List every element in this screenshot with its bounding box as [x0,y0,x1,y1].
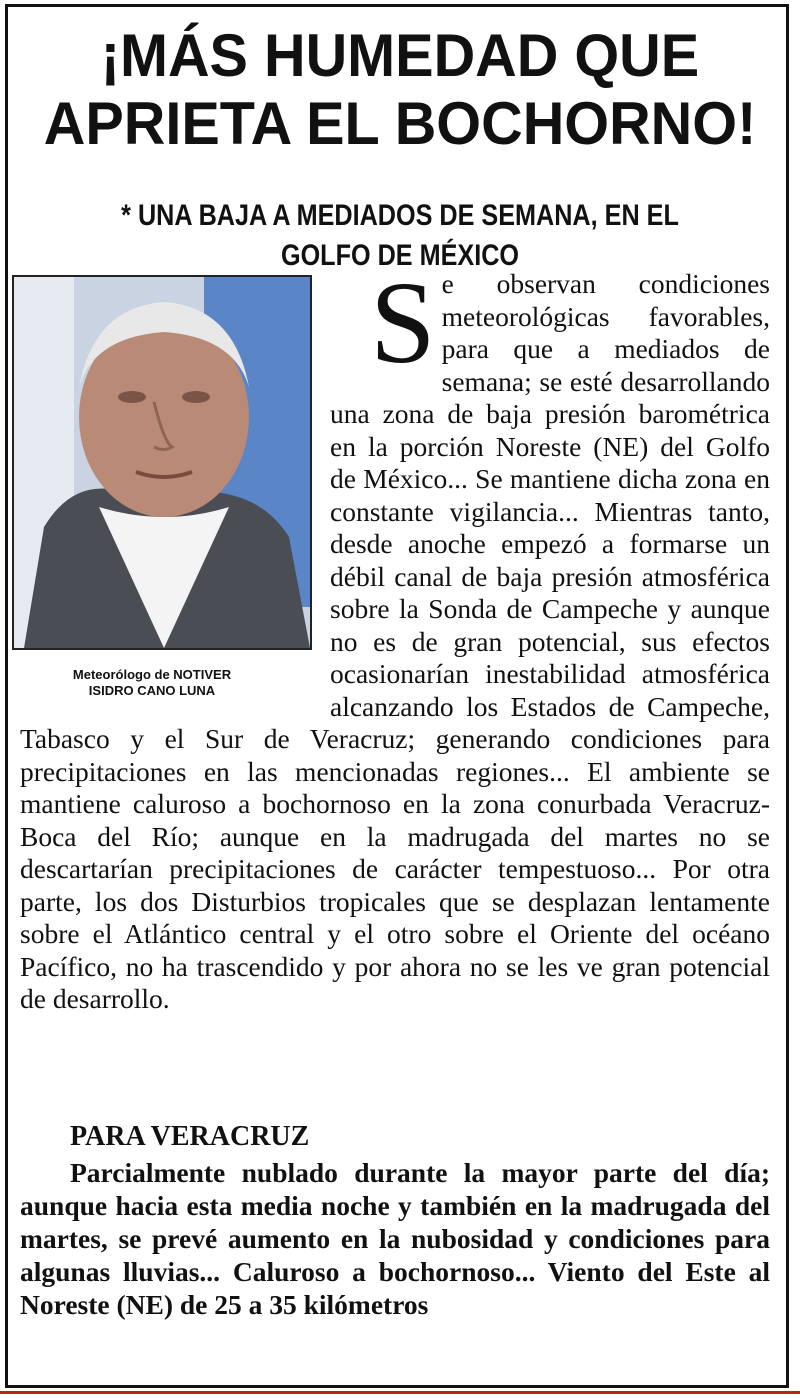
forecast-section [20,1120,770,1321]
article-body [20,257,770,1016]
forecast-title: PARA VERACRUZ [70,1121,310,1152]
drop-cap: S [370,257,436,388]
headline: ¡MÁS HUMEDAD QUE APRIETA EL BOCHORNO! [43,22,757,157]
caption-line-1: Meteorólogo de NOTIVER [72,667,232,682]
forecast-text: Parcialmente nublado durante la mayor parte del día; aunque hacia esta media noche y también en la madrugada del martes, se prevé aumento en la nubosidad y condiciones para algunas lluvias... Caluroso a bochornoso... Viento del Este al Noreste (NE) de 25 a 35 kilómetros [20,1157,770,1320]
photo-spacer [20,268,330,698]
bottom-rule [0,1391,800,1394]
subheadline: * UNA BAJA A MEDIADOS DE SEMANA, EN EL GOLFO DE MÉXICO [121,199,679,272]
article-text: e observan condiciones meteorológicas favorables, para que a mediados de semana; se esté desarrollando una zona de baja presión barométrica en la porción Noreste (NE) del Golfo de México... Se mantiene dicha zona en constante vigilancia... Mientras tanto, desde anoche empezó a formarse un débil canal de baja presión atmosférica sobre la Sonda de Campeche y aunque no es de gran potencial, sus efectos ocasionarían inestabilidad atmosférica alcanzando los Estados de Campeche, Tabasco y el Sur de Veracruz; generando condiciones para precipitaciones en las mencionadas regiones... El ambiente se mantiene caluroso a bochornoso en la zona conurbada Veracruz-Boca del Río; aunque en la madrugada del martes no se descartarían precipitaciones de carácter tempestuoso... Por otra parte, los dos Disturbios tropicales que se desplazan lentamente sobre el Atlántico central y el otro sobre el Oriente del océano Pacífico, no ha trascendido y por ahora no se les ve gran potencial de desarrollo. [20,268,770,1014]
caption-line-2: ISIDRO CANO LUNA [88,683,216,698]
